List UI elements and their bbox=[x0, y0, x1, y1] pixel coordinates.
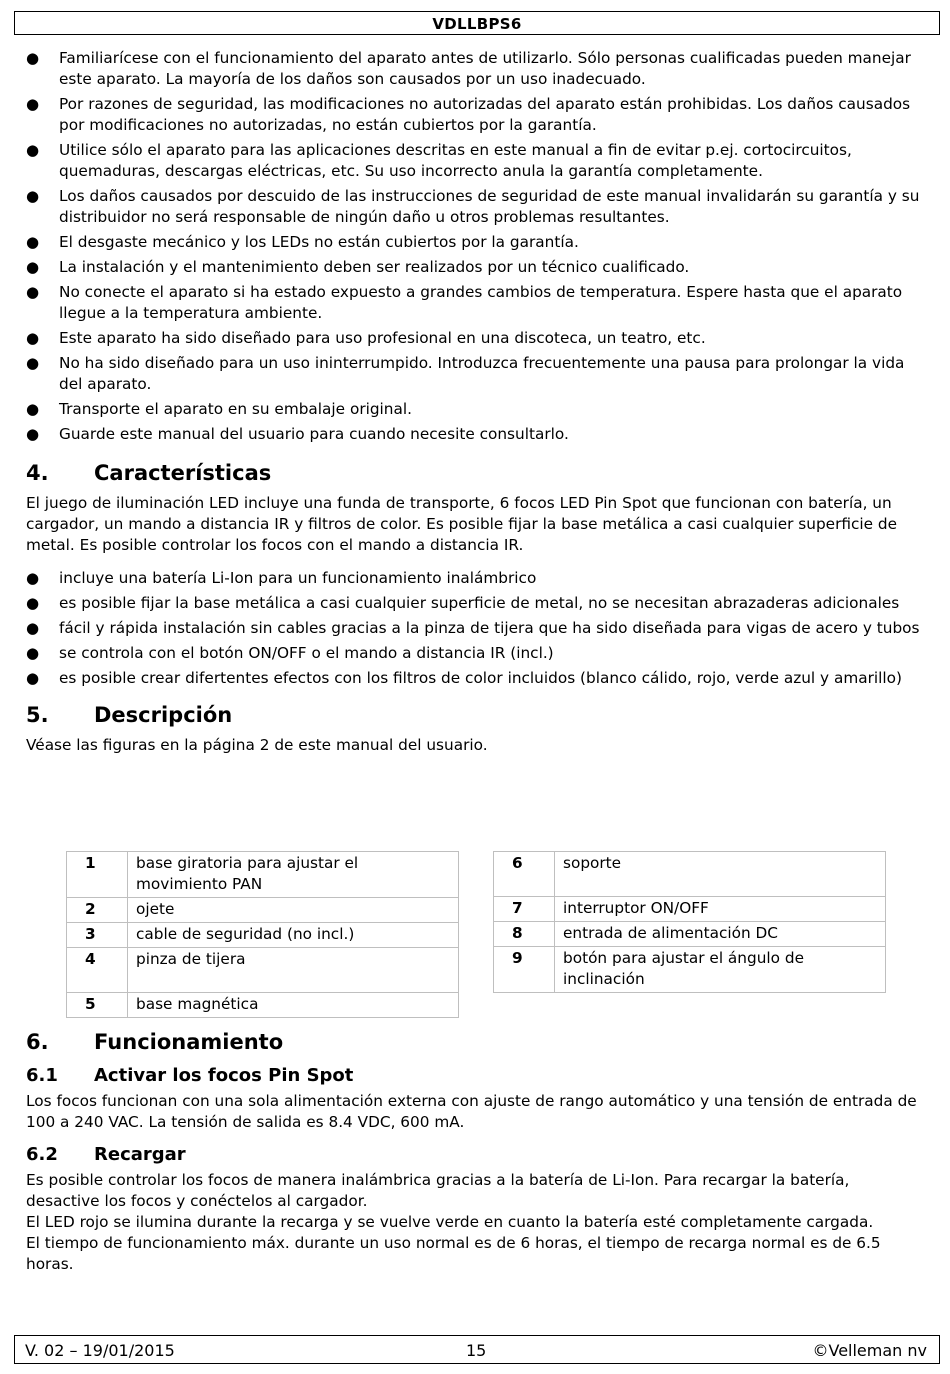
section-heading-caracteristicas: 4. Características bbox=[26, 461, 272, 485]
list-item: ● No ha sido diseñado para un uso ininterrumpido. Introduzca frecuentemente una pausa para prolongar la vida del aparato. bbox=[26, 354, 905, 393]
subsection-heading-activar: 6.1 Activar los focos Pin Spot bbox=[26, 1065, 354, 1086]
table-row: 7 interruptor ON/OFF bbox=[494, 897, 886, 922]
subsection-heading-recargar: 6.2 Recargar bbox=[26, 1144, 186, 1165]
table-row: 4 pinza de tijera bbox=[67, 948, 459, 993]
list-item: ● Transporte el aparato en su embalaje original. bbox=[26, 400, 412, 418]
list-item: ● Familiarícese con el funcionamiento del aparato antes de utilizarlo. Sólo personas cualificadas pueden manejar este aparato. La mayoría de los daños son causados por un uso inadecuado. bbox=[26, 49, 911, 88]
section-heading-descripcion: 5. Descripción bbox=[26, 703, 233, 727]
list-item: ● Guarde este manual del usuario para cuando necesite consultarlo. bbox=[26, 425, 569, 443]
list-item: ● fácil y rápida instalación sin cables gracias a la pinza de tijera que ha sido diseñada para vigas de acero y tubos bbox=[26, 619, 920, 637]
operation-section bbox=[26, 1028, 926, 1275]
paragraph: El tiempo de funcionamiento máx. durante un uso normal es de 6 horas, el tiempo de recarga normal es de 6.5 horas. bbox=[26, 1234, 881, 1273]
footer-copyright: ©Velleman nv bbox=[812, 1341, 927, 1360]
list-item: ● El desgaste mecánico y los LEDs no están cubiertos por la garantía. bbox=[26, 233, 579, 251]
list-item: ● La instalación y el mantenimiento deben ser realizados por un técnico cualificado. bbox=[26, 258, 690, 276]
list-item: ● Los daños causados por descuido de las instrucciones de seguridad de este manual invalidarán su garantía y su distribuidor no será responsable de ningún daño u otros problemas resultantes. bbox=[26, 187, 920, 226]
list-item: ● es posible crear difertentes efectos con los filtros de color incluidos (blanco cálido, rojo, verde azul y amarillo) bbox=[26, 669, 902, 687]
parts-table-left bbox=[66, 851, 459, 1018]
page-header bbox=[14, 11, 940, 35]
list-item: ● Este aparato ha sido diseñado para uso profesional en una discoteca, un teatro, etc. bbox=[26, 329, 706, 347]
table-row: 3 cable de seguridad (no incl.) bbox=[67, 923, 459, 948]
list-item: ● incluye una batería Li-Ion para un funcionamiento inalámbrico bbox=[26, 569, 537, 587]
table-row: 1 base giratoria para ajustar el movimiento PAN bbox=[67, 852, 459, 898]
list-item: ● se controla con el botón ON/OFF o el mando a distancia IR (incl.) bbox=[26, 644, 554, 662]
section-intro: Véase las figuras en la página 2 de este manual del usuario. bbox=[26, 736, 488, 754]
paragraph: El LED rojo se ilumina durante la recarga y se vuelve verde en cuanto la batería esté completamente cargada. bbox=[26, 1213, 874, 1231]
paragraph: Es posible controlar los focos de manera inalámbrica gracias a la batería de Li-Ion. Para recargar la batería, desactive los focos y conéctelos al cargador. bbox=[26, 1171, 850, 1210]
list-item: ● Por razones de seguridad, las modificaciones no autorizadas del aparato están prohibidas. Los daños causados por modificaciones no autorizadas, no están cubiertos por la garantía. bbox=[26, 95, 911, 134]
safety-list bbox=[26, 48, 926, 445]
parts-table-right bbox=[493, 851, 886, 993]
list-item: ● No conecte el aparato si ha estado expuesto a grandes cambios de temperatura. Espere hasta que el aparato llegue a la temperatura ambiente. bbox=[26, 283, 903, 322]
table-row: 8 entrada de alimentación DC bbox=[494, 922, 886, 947]
table-row: 9 botón para ajustar el ángulo de inclinación bbox=[494, 947, 886, 993]
table-row: 5 base magnética bbox=[67, 993, 459, 1018]
table-row: 2 ojete bbox=[67, 898, 459, 923]
document-title: VDLLBPS6 bbox=[432, 15, 522, 33]
list-item: ● Utilice sólo el aparato para las aplicaciones descritas en este manual a fin de evitar p.ej. cortocircuitos, quemaduras, descargas eléctricas, etc. Su uso incorrecto anula la garantía completamente. bbox=[26, 141, 852, 180]
table-row: 6 soporte bbox=[494, 852, 886, 897]
features-list bbox=[26, 568, 926, 689]
paragraph: Los focos funcionan con una sola alimentación externa con ajuste de rango automático y una tensión de entrada de 100 a 240 VAC. La tensión de salida es 8.4 VDC, 600 mA. bbox=[26, 1092, 917, 1131]
list-item: ● es posible fijar la base metálica a casi cualquier superficie de metal, no se necesitan abrazaderas adicionales bbox=[26, 594, 900, 612]
page-content bbox=[26, 48, 926, 756]
page-number: 15 bbox=[466, 1341, 487, 1360]
page-footer bbox=[14, 1335, 940, 1364]
section-intro: El juego de iluminación LED incluye una funda de transporte, 6 focos LED Pin Spot que funcionan con batería, un cargador, un mando a distancia IR y filtros de color. Es posible fijar la base metálica a casi cualquier superficie de metal. Es posible controlar los focos con el mando a distancia IR. bbox=[26, 494, 898, 554]
section-heading-funcionamiento: 6. Funcionamiento bbox=[26, 1030, 284, 1054]
footer-version: V. 02 – 19/01/2015 bbox=[25, 1341, 175, 1360]
